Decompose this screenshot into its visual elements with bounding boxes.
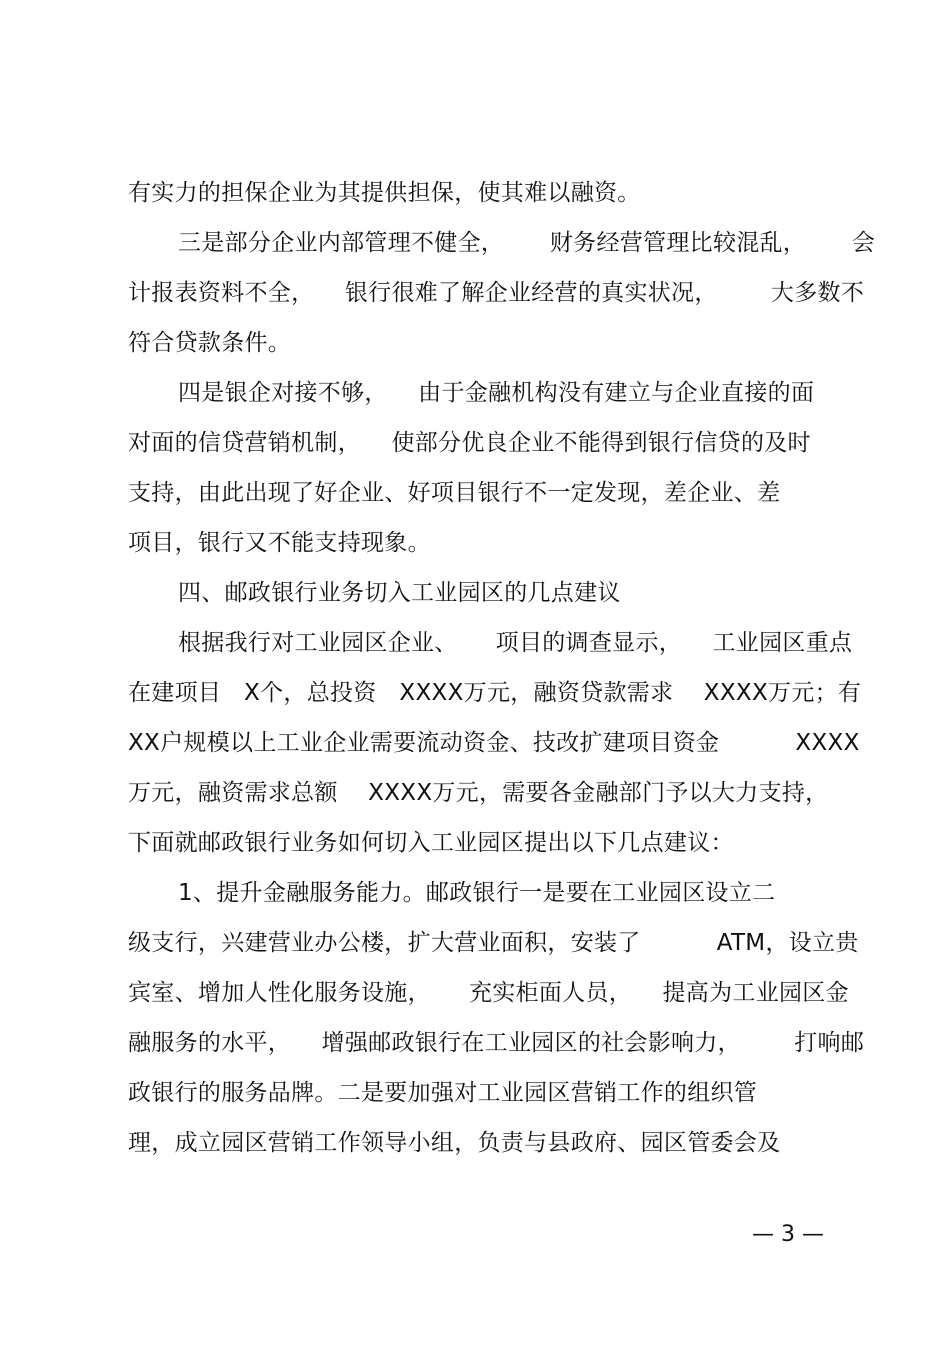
body-text-line: 政银行的服务品牌。二是要加强对工业园区营销工作的组织管 bbox=[128, 1080, 758, 1106]
section-heading: 四、邮政银行业务切入工业园区的几点建议 bbox=[178, 580, 621, 606]
body-text-line: 在建项目 X个，总投资 XXXX万元，融资贷款需求 XXXX万元；有 bbox=[128, 680, 862, 706]
body-text-line: 有实力的担保企业为其提供担保，使其难以融资。 bbox=[128, 180, 641, 206]
body-text-line: XX户规模以上工业企业需要流动资金、技改扩建项目资金 XXXX bbox=[128, 730, 860, 756]
body-text-line: 三是部分企业内部管理不健全， 财务经营管理比较混乱， 会 bbox=[178, 230, 876, 256]
body-text-line: 级支行，兴建营业办公楼，扩大营业面积，安装了 ATM，设立贵 bbox=[128, 930, 859, 956]
body-text-line: 符合贷款条件。 bbox=[128, 330, 292, 356]
body-text-line: 宾室、增加人性化服务设施， 充实柜面人员， 提高为工业园区金 bbox=[128, 980, 849, 1006]
page-number: — 3 — bbox=[752, 1222, 824, 1247]
body-text-line: 根据我行对工业园区企业、 项目的调查显示， 工业园区重点 bbox=[178, 630, 853, 656]
body-text-line: 计报表资料不全， 银行很难了解企业经营的真实状况， 大多数不 bbox=[128, 280, 865, 306]
body-text-line: 四是银企对接不够， 由于金融机构没有建立与企业直接的面 bbox=[178, 380, 815, 406]
body-text-line: 万元，融资需求总额 XXXX万元，需要各金融部门予以大力支持， bbox=[128, 780, 829, 806]
body-text-line: 下面就邮政银行业务如何切入工业园区提出以下几点建议： bbox=[128, 830, 734, 856]
body-text-line: 项目，银行又不能支持现象。 bbox=[128, 530, 431, 556]
body-text-line: 理，成立园区营销工作领导小组，负责与县政府、园区管委会及 bbox=[128, 1130, 781, 1156]
body-text-line: 支持，由此出现了好企业、好项目银行不一定发现，差企业、差 bbox=[128, 480, 781, 506]
body-text-line: 融服务的水平， 增强邮政银行在工业园区的社会影响力， 打响邮 bbox=[128, 1030, 865, 1056]
body-text-line: 对面的信贷营销机制， 使部分优良企业不能得到银行信贷的及时 bbox=[128, 430, 811, 456]
body-text-line: 1、提升金融服务能力。邮政银行一是要在工业园区设立二 bbox=[178, 880, 776, 906]
